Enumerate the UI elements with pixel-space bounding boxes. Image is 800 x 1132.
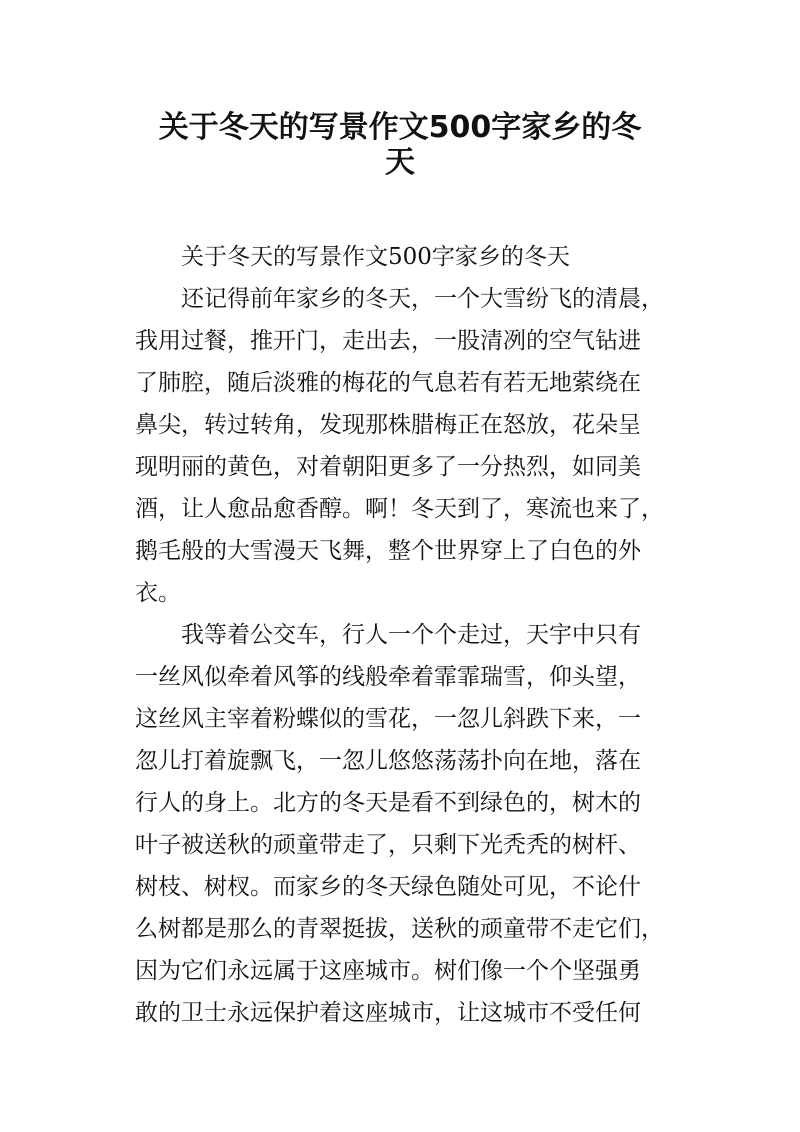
paragraph-2-line: 叶子被送秋的顽童带走了，只剩下光秃秃的树杆、 xyxy=(135,832,641,858)
paragraph-2-line: 这丝风主宰着粉蝶似的雪花，一忽儿斜跌下来，一 xyxy=(135,706,641,732)
paragraph-1-line: 了肺腔，随后淡雅的梅花的气息若有若无地萦绕在 xyxy=(135,370,641,396)
subtitle: 关于冬天的写景作文500字家乡的冬天 xyxy=(181,244,570,270)
paragraph-2-line: 忽儿打着旋飘飞，一忽儿悠悠荡荡扑向在地，落在 xyxy=(135,748,641,774)
paragraph-1-line: 酒，让人愈品愈香醇。啊！冬天到了，寒流也来了， xyxy=(135,496,664,522)
paragraph-2-line: 么树都是那么的青翠挺拔，送秋的顽童带不走它们， xyxy=(135,916,664,942)
paragraph-1-line: 鹅毛般的大雪漫天飞舞，整个世界穿上了白色的外 xyxy=(135,538,641,564)
paragraph-2-line: 树枝、树杈。而家乡的冬天绿色随处可见，不论什 xyxy=(135,874,641,900)
paragraph-2-line: 敢的卫士永远保护着这座城市，让这城市不受任何 xyxy=(135,1000,641,1026)
paragraph-1-line: 鼻尖，转过转角，发现那株腊梅正在怒放，花朵呈 xyxy=(135,412,641,438)
paragraph-1-line: 衣。 xyxy=(135,580,181,606)
paragraph-2-line: 我等着公交车，行人一个个走过，天宇中只有 xyxy=(181,622,641,648)
paragraph-1-line: 我用过餐，推开门，走出去，一股清冽的空气钻进 xyxy=(135,328,641,354)
paragraph-2-line: 行人的身上。北方的冬天是看不到绿色的，树木的 xyxy=(135,790,641,816)
paragraph-1-line: 现明丽的黄色，对着朝阳更多了一分热烈，如同美 xyxy=(135,454,641,480)
paragraph-2-line: 一丝风似牵着风筝的线般牵着霏霏瑞雪，仰头望， xyxy=(135,664,641,690)
title-line-2: 天 xyxy=(385,145,415,180)
title-line-1: 关于冬天的写景作文500字家乡的冬 xyxy=(158,110,642,145)
paragraph-2-line: 因为它们永远属于这座城市。树们像一个个坚强勇 xyxy=(135,958,641,984)
paragraph-1-line: 还记得前年家乡的冬天，一个大雪纷飞的清晨， xyxy=(181,286,664,312)
